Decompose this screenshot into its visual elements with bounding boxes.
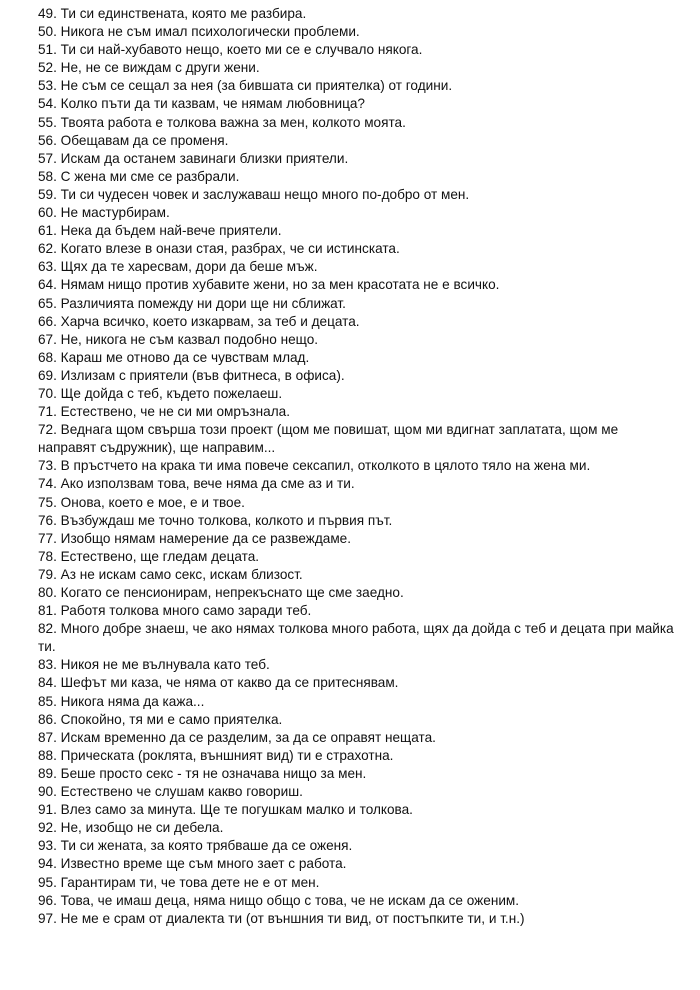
document-line: 74. Ако използвам това, вече няма да сме аз и ти.	[38, 476, 355, 492]
document-line: 95. Гарантирам ти, че това дете не е от мен.	[38, 874, 320, 890]
document-line: 83. Никоя не ме вълнувала като теб.	[38, 657, 270, 673]
document-line: 54. Колко пъти да ти казвам, че нямам любовница?	[38, 96, 365, 112]
document-line: 81. Работя толкова много само заради теб.	[38, 603, 312, 619]
document-line: 80. Когато се пенсионирам, непрекъснато ще сме заедно.	[38, 585, 404, 600]
document-line: 64. Нямам нищо против хубавите жени, но за мен красотата не е всичко.	[38, 277, 500, 293]
document-line: 73. В пръстчето на крака ти има повече сексапил, отколкото в цялото тяло на жена ми.	[38, 458, 591, 474]
document-line: 70. Ще дойда с теб, където пожелаеш.	[38, 385, 283, 401]
document-line: 89. Беше просто секс - тя не означава нищо за мен.	[38, 765, 367, 781]
document-line: 88. Прическата (роклята, външният вид) ти е страхотна.	[38, 747, 394, 763]
document-line: 65. Различията помежду ни дори ще ни сближат.	[38, 295, 346, 311]
document-line: 77. Изобщо нямам намерение да се развеждаме.	[38, 530, 352, 546]
document-line: 49. Ти си единствената, която ме разбира.	[38, 6, 307, 21]
document-line: 67. Не, никога не съм казвал подобно нещо.	[38, 331, 319, 347]
document-line: 71. Естествено, че не си ми омръзнала.	[38, 404, 290, 420]
document-line: 90. Естествено че слушам какво говориш.	[38, 784, 303, 800]
document-line: 58. С жена ми сме се разбрали.	[38, 168, 240, 184]
document-line: 55. Твоята работа е толкова важна за мен, колкото моята.	[38, 114, 406, 130]
document-line: 97. Не ме е срам от диалекта ти (от външния ти вид, от постъпките ти, и т.н.)	[38, 910, 525, 926]
document-line: 76. Възбуждаш ме точно толкова, колкото и първия път.	[38, 512, 393, 528]
document-line: 50. Никога не съм имал психологически проблеми.	[38, 24, 360, 40]
document-line: 86. Спокойно, тя ми е само приятелка.	[38, 711, 283, 727]
document-line: 63. Щях да те харесвам, дори да беше мъж.	[38, 259, 318, 275]
document-text-list	[38, 5, 678, 928]
document-line: 93. Ти си жената, за която трябваше да се оженя.	[38, 838, 353, 854]
document-line: 68. Караш ме отново да се чувствам млад.	[38, 349, 310, 365]
document-line: 53. Не съм се сещал за нея (за бившата си приятелка) от години.	[38, 78, 453, 94]
document-line: 51. Ти си най-хубавото нещо, което ми се е случвало някога.	[38, 42, 423, 58]
document-line: 82. Много добре знаеш, че ако нямах толкова много работа, щях да дойда с теб и децата при майка ти.	[38, 621, 674, 655]
document-line: 94. Известно време ще съм много зает с работа.	[38, 856, 347, 872]
document-line: 85. Никога няма да кажа...	[38, 693, 205, 709]
document-line: 59. Ти си чудесен човек и заслужаваш нещо много по-добро от мен.	[38, 186, 470, 202]
document-line: 72. Веднага щом свърша този проект (щом ме повишат, щом ми вдигнат заплатата, щом ме направят съдружник), ще направим...	[38, 422, 619, 456]
document-line: 91. Влез само за минута. Ще те погушкам малко и толкова.	[38, 802, 413, 818]
document-line: 75. Онова, което е мое, е и твое.	[38, 494, 245, 510]
document-line: 52. Не, не се виждам с други жени.	[38, 60, 260, 76]
document-line: 66. Харча всичко, което изкарвам, за теб и децата.	[38, 313, 360, 329]
document-line: 60. Не мастурбирам.	[38, 205, 170, 221]
document-line: 92. Не, изобщо не си дебела.	[38, 820, 224, 836]
document-line: 69. Излизам с приятели (във фитнеса, в офиса).	[38, 367, 345, 383]
document-line: 96. Това, че имаш деца, няма нищо общо с това, че не искам да се оженим.	[38, 892, 520, 908]
document-line: 84. Шефът ми каза, че няма от какво да се притеснявам.	[38, 675, 399, 691]
document-line: 87. Искам временно да се разделим, за да се оправят нещата.	[38, 729, 436, 745]
document-line: 61. Нека да бъдем най-вече приятели.	[38, 223, 282, 239]
document-line: 57. Искам да останем завинаги близки приятели.	[38, 150, 349, 166]
document-line: 62. Когато влезе в онази стая, разбрах, че си истинската.	[38, 241, 400, 257]
document-line: 79. Аз не искам само секс, искам близост.	[38, 566, 303, 582]
document-line: 56. Обещавам да се променя.	[38, 132, 229, 148]
document-line: 78. Естествено, ще гледам децата.	[38, 548, 260, 564]
